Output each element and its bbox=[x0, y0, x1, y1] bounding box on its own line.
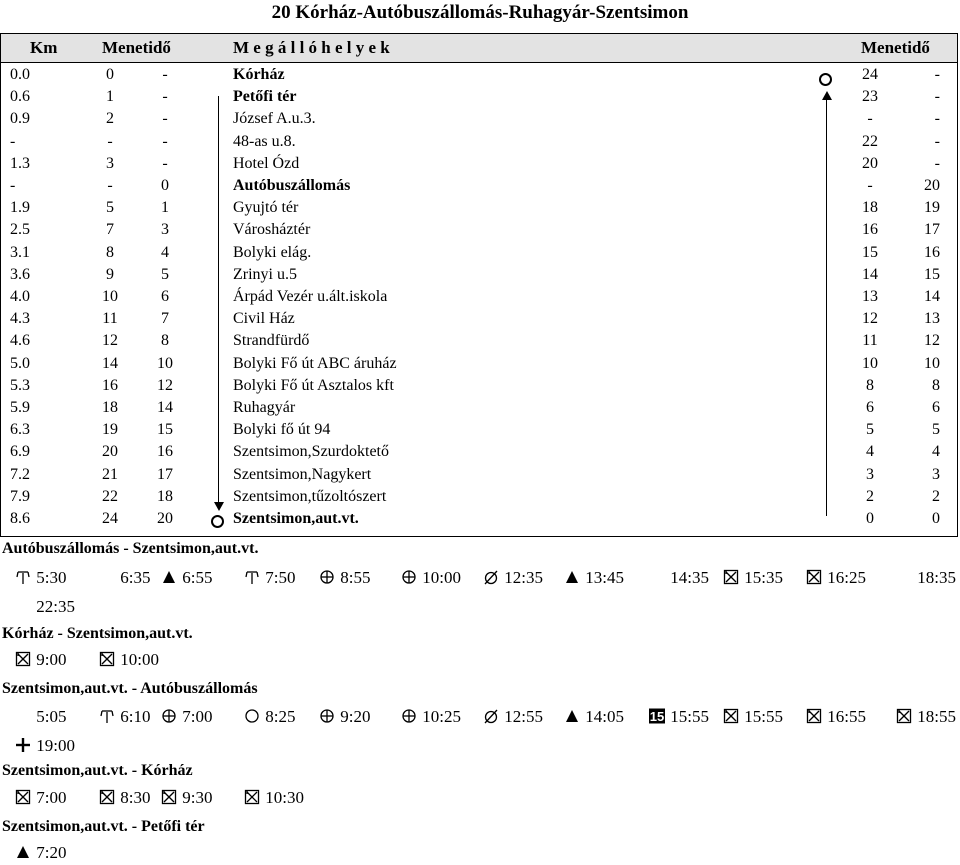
departure-time: 15:35 bbox=[740, 568, 783, 587]
cell-km: 8.6 bbox=[10, 510, 30, 527]
cell-km: 7.2 bbox=[10, 465, 30, 483]
cell-menetido-1: 24 bbox=[102, 510, 118, 527]
cell-stop-name: Ruhagyár bbox=[233, 399, 296, 416]
cell-menetido-2: 20 bbox=[157, 510, 173, 527]
cell-menetido-return-2: - bbox=[934, 154, 940, 172]
cell-km: - bbox=[10, 177, 16, 194]
departure-time: 18:35 bbox=[913, 568, 956, 587]
departure-entry bbox=[160, 788, 212, 810]
cell-menetido-2: - bbox=[162, 66, 168, 83]
departure-entry bbox=[648, 707, 709, 729]
cell-menetido-return-1: 12 bbox=[862, 310, 878, 328]
cell-menetido-return-1: - bbox=[867, 177, 873, 194]
direction-line-up bbox=[826, 94, 827, 516]
crossed-hammers-icon bbox=[98, 789, 116, 810]
cell-menetido-2: 7 bbox=[161, 310, 169, 328]
cell-stop-name: Szentsimon,Szurdoktető bbox=[233, 443, 389, 461]
cell-menetido-1: 10 bbox=[102, 288, 118, 305]
table-row bbox=[0, 332, 958, 354]
departure-entry bbox=[98, 568, 150, 588]
cell-menetido-return-1: 8 bbox=[866, 376, 874, 394]
departure-time: 7:20 bbox=[32, 843, 67, 862]
departure-entry bbox=[482, 707, 543, 729]
cell-menetido-return-2: 20 bbox=[924, 177, 940, 194]
arrow-down-icon bbox=[213, 500, 225, 512]
departure-time: 15:55 bbox=[740, 707, 783, 726]
table-row bbox=[0, 155, 958, 177]
table-border bbox=[0, 536, 958, 537]
triangle-icon bbox=[563, 569, 581, 590]
departure-entry bbox=[648, 568, 709, 588]
departure-time: 9:00 bbox=[32, 650, 67, 669]
cell-menetido-return-1: 24 bbox=[862, 66, 878, 83]
circle-icon bbox=[243, 708, 261, 729]
section-title: Szentsimon,aut.vt. - Petőfi tér bbox=[2, 818, 205, 835]
cell-menetido-return-1: 22 bbox=[862, 132, 878, 150]
cell-menetido-2: - bbox=[162, 88, 168, 106]
cell-stop-name: 48-as u.8. bbox=[233, 132, 296, 150]
cell-stop-name: Gyujtó tér bbox=[233, 199, 299, 217]
cell-menetido-1: 21 bbox=[102, 465, 118, 483]
cell-menetido-return-2: 16 bbox=[924, 243, 940, 261]
cell-menetido-return-1: 10 bbox=[862, 354, 878, 372]
cell-menetido-2: 5 bbox=[161, 265, 169, 283]
cell-menetido-return-1: 0 bbox=[866, 510, 874, 527]
departure-time: 7:00 bbox=[178, 707, 213, 726]
circle-plus-icon bbox=[400, 708, 418, 729]
cell-stop-name: Autóbuszállomás bbox=[233, 177, 351, 194]
departure-entry bbox=[805, 568, 866, 590]
departure-time: 15:55 bbox=[666, 707, 709, 726]
cell-menetido-return-2: 17 bbox=[924, 221, 940, 239]
crossed-hammers-icon bbox=[805, 569, 823, 590]
cell-menetido-return-1: 20 bbox=[862, 154, 878, 172]
cell-menetido-2: 1 bbox=[161, 199, 169, 217]
departure-entry bbox=[482, 568, 543, 590]
cell-menetido-return-2: 19 bbox=[924, 199, 940, 217]
crossed-hammers-icon bbox=[14, 789, 32, 810]
departure-time: 8:30 bbox=[116, 788, 151, 807]
cell-menetido-return-2: 13 bbox=[924, 310, 940, 328]
departure-time: 10:00 bbox=[116, 650, 159, 669]
departure-entry bbox=[14, 736, 75, 758]
departure-entry bbox=[160, 568, 212, 590]
svg-text:15: 15 bbox=[649, 709, 665, 724]
cell-menetido-1: 22 bbox=[102, 487, 118, 505]
cell-menetido-1: 0 bbox=[106, 66, 114, 83]
table-row bbox=[0, 266, 958, 288]
cell-menetido-return-2: 10 bbox=[924, 354, 940, 372]
table-row bbox=[0, 133, 958, 155]
arrow-up-icon bbox=[821, 90, 833, 102]
cell-menetido-1: 9 bbox=[106, 265, 114, 283]
cell-menetido-1: 12 bbox=[102, 332, 118, 350]
triangle-icon bbox=[160, 569, 178, 590]
cell-menetido-return-2: - bbox=[934, 132, 940, 150]
table-row bbox=[0, 110, 958, 132]
cell-menetido-2: 4 bbox=[161, 243, 169, 261]
cell-km: - bbox=[10, 132, 16, 150]
table-row bbox=[0, 221, 958, 243]
cell-menetido-return-2: 4 bbox=[932, 443, 940, 461]
cell-menetido-return-1: 6 bbox=[866, 399, 874, 416]
cell-menetido-return-2: - bbox=[934, 110, 940, 128]
cell-menetido-return-1: 2 bbox=[866, 487, 874, 505]
departure-time: 5:30 bbox=[32, 568, 67, 587]
cell-menetido-2: 17 bbox=[157, 465, 173, 483]
cell-menetido-return-2: 6 bbox=[932, 399, 940, 416]
plus-icon bbox=[14, 737, 32, 758]
departure-time: 7:00 bbox=[32, 788, 67, 807]
departure-entry bbox=[722, 568, 783, 590]
cell-km: 3.1 bbox=[10, 243, 30, 261]
table-row bbox=[0, 199, 958, 221]
cell-menetido-1: 20 bbox=[102, 443, 118, 461]
cell-stop-name: Bolyki Fő út Asztalos kft bbox=[233, 376, 394, 394]
cell-menetido-2: - bbox=[162, 132, 168, 150]
cell-menetido-1: 7 bbox=[106, 221, 114, 239]
cell-stop-name: Civil Ház bbox=[233, 310, 295, 328]
cell-menetido-1: 18 bbox=[102, 399, 118, 416]
cell-menetido-1: 11 bbox=[102, 310, 118, 328]
departure-time: 12:55 bbox=[500, 707, 543, 726]
departure-entry bbox=[400, 707, 461, 729]
cell-km: 0.9 bbox=[10, 110, 30, 128]
header-menetido-left: Menetidő bbox=[102, 38, 171, 57]
departure-time: 10:00 bbox=[418, 568, 461, 587]
terminal-marker-icon bbox=[211, 515, 224, 528]
cell-km: 4.0 bbox=[10, 288, 30, 305]
cell-stop-name: Szentsimon,Nagykert bbox=[233, 465, 372, 483]
departure-time: 16:25 bbox=[823, 568, 866, 587]
cell-menetido-2: 12 bbox=[157, 376, 173, 394]
departure-entry bbox=[563, 707, 624, 729]
header-stops: M e g á l l ó h e l y e k bbox=[233, 38, 390, 57]
cell-menetido-return-1: - bbox=[867, 110, 873, 128]
direction-line-down bbox=[218, 96, 219, 506]
departure-entry bbox=[14, 707, 66, 727]
cell-km: 0.0 bbox=[10, 66, 30, 83]
cell-km: 6.3 bbox=[10, 421, 30, 439]
header-km: Km bbox=[30, 38, 58, 57]
section-title: Szentsimon,aut.vt. - Kórház bbox=[2, 762, 193, 779]
departure-entry bbox=[318, 568, 370, 590]
departure-entry bbox=[98, 788, 150, 810]
table-row bbox=[0, 421, 958, 443]
cell-km: 7.9 bbox=[10, 487, 30, 505]
crossed-hammers-icon bbox=[722, 569, 740, 590]
departure-entry bbox=[14, 597, 75, 617]
cell-menetido-return-1: 11 bbox=[862, 332, 878, 350]
table-row bbox=[0, 377, 958, 399]
cell-menetido-return-1: 4 bbox=[866, 443, 874, 461]
cell-menetido-return-2: 15 bbox=[924, 265, 940, 283]
departure-entry bbox=[98, 650, 159, 672]
departure-entry bbox=[563, 568, 624, 590]
crossed-hammers-icon bbox=[722, 708, 740, 729]
cell-menetido-2: 10 bbox=[157, 354, 173, 372]
cell-km: 6.9 bbox=[10, 443, 30, 461]
departure-entry bbox=[14, 788, 66, 810]
cell-stop-name: József A.u.3. bbox=[233, 110, 316, 128]
crossed-hammers-icon bbox=[14, 651, 32, 672]
cell-menetido-1: 8 bbox=[106, 243, 114, 261]
cell-menetido-1: 19 bbox=[102, 421, 118, 439]
cell-km: 0.6 bbox=[10, 88, 30, 106]
box-15-icon bbox=[648, 708, 666, 729]
departure-entry bbox=[400, 568, 461, 590]
cell-menetido-1: 14 bbox=[102, 354, 118, 372]
cell-stop-name: Városháztér bbox=[233, 221, 311, 239]
circle-plus-icon bbox=[400, 569, 418, 590]
cell-km: 5.0 bbox=[10, 354, 30, 372]
hammer-icon bbox=[243, 569, 261, 590]
departure-time: 18:55 bbox=[913, 707, 956, 726]
departure-time: 6:55 bbox=[178, 568, 213, 587]
circle-plus-icon bbox=[160, 708, 178, 729]
page-title: 20 Kórház-Autóbuszállomás-Ruhagyár-Szentsimon bbox=[271, 2, 689, 23]
cell-menetido-return-2: 14 bbox=[924, 288, 940, 305]
table-row bbox=[0, 288, 958, 310]
cell-km: 4.3 bbox=[10, 310, 30, 328]
cell-stop-name: Szentsimon,aut.vt. bbox=[233, 510, 359, 527]
cell-menetido-1: - bbox=[107, 132, 113, 150]
triangle-icon bbox=[14, 844, 32, 865]
cell-menetido-1: - bbox=[107, 177, 113, 194]
table-row bbox=[0, 310, 958, 332]
departure-time: 6:10 bbox=[116, 707, 151, 726]
cell-menetido-1: 3 bbox=[106, 154, 114, 172]
cell-stop-name: Árpád Vezér u.ált.iskola bbox=[233, 288, 388, 305]
departure-time: 10:30 bbox=[261, 788, 304, 807]
cell-menetido-return-1: 13 bbox=[862, 288, 878, 305]
cell-menetido-return-1: 23 bbox=[862, 88, 878, 106]
cell-stop-name: Szentsimon,tűzoltószert bbox=[233, 487, 387, 505]
departure-time: 22:35 bbox=[32, 597, 75, 616]
table-row bbox=[0, 466, 958, 488]
table-row bbox=[0, 244, 958, 266]
triangle-icon bbox=[563, 708, 581, 729]
cell-menetido-2: 18 bbox=[157, 487, 173, 505]
table-row bbox=[0, 177, 958, 199]
cell-menetido-1: 5 bbox=[106, 199, 114, 217]
cell-menetido-return-2: 5 bbox=[932, 421, 940, 439]
departure-time: 14:05 bbox=[581, 707, 624, 726]
cell-stop-name: Zrinyi u.5 bbox=[233, 265, 297, 283]
cell-km: 2.5 bbox=[10, 221, 30, 239]
crossed-hammers-icon bbox=[805, 708, 823, 729]
cell-stop-name: Hotel Ózd bbox=[233, 154, 300, 172]
cell-km: 4.6 bbox=[10, 332, 30, 350]
departure-time: 10:25 bbox=[418, 707, 461, 726]
crossed-hammers-icon bbox=[895, 708, 913, 729]
departure-entry bbox=[98, 707, 150, 729]
departure-entry bbox=[722, 707, 783, 729]
circle-plus-icon bbox=[318, 708, 336, 729]
crossed-hammers-icon bbox=[160, 789, 178, 810]
crossed-hammers-icon bbox=[98, 651, 116, 672]
departure-entry bbox=[895, 707, 956, 729]
cell-stop-name: Bolyki Fő út ABC áruház bbox=[233, 354, 397, 372]
table-row bbox=[0, 88, 958, 110]
crossed-hammers-icon bbox=[243, 789, 261, 810]
hammer-icon bbox=[98, 708, 116, 729]
terminal-marker-icon bbox=[819, 73, 832, 86]
table-row bbox=[0, 488, 958, 510]
departure-time: 14:35 bbox=[666, 568, 709, 587]
section-title: Autóbuszállomás - Szentsimon,aut.vt. bbox=[2, 540, 259, 557]
cell-km: 5.3 bbox=[10, 376, 30, 394]
departure-entry bbox=[895, 568, 956, 588]
cell-menetido-2: 0 bbox=[161, 177, 169, 194]
departure-time: 5:05 bbox=[32, 707, 67, 726]
departure-time: 8:55 bbox=[336, 568, 371, 587]
cell-menetido-return-2: - bbox=[934, 88, 940, 106]
departure-entry bbox=[318, 707, 370, 729]
cell-menetido-return-1: 5 bbox=[866, 421, 874, 439]
departure-entry bbox=[805, 707, 866, 729]
slashed-circle-icon bbox=[482, 708, 500, 729]
departure-time: 13:45 bbox=[581, 568, 624, 587]
cell-menetido-2: 14 bbox=[157, 399, 173, 416]
departure-entry bbox=[243, 707, 295, 729]
table-row bbox=[0, 510, 958, 532]
cell-menetido-2: - bbox=[162, 110, 168, 128]
cell-km: 1.9 bbox=[10, 199, 30, 217]
cell-km: 1.3 bbox=[10, 154, 30, 172]
cell-menetido-return-1: 14 bbox=[862, 265, 878, 283]
cell-menetido-return-2: 0 bbox=[932, 510, 940, 527]
slashed-circle-icon bbox=[482, 569, 500, 590]
cell-menetido-1: 1 bbox=[106, 88, 114, 106]
cell-menetido-return-2: 8 bbox=[932, 376, 940, 394]
cell-menetido-2: - bbox=[162, 154, 168, 172]
table-row bbox=[0, 66, 958, 88]
cell-menetido-return-1: 3 bbox=[866, 465, 874, 483]
departure-entry bbox=[14, 568, 66, 590]
departure-entry bbox=[160, 707, 212, 729]
departure-time: 7:50 bbox=[261, 568, 296, 587]
cell-stop-name: Strandfürdő bbox=[233, 332, 310, 350]
cell-stop-name: Bolyki fő út 94 bbox=[233, 421, 331, 439]
departure-entry bbox=[14, 650, 66, 672]
header-menetido-right: Menetidő bbox=[861, 38, 930, 57]
cell-menetido-return-2: 12 bbox=[924, 332, 940, 350]
departure-time: 9:30 bbox=[178, 788, 213, 807]
departure-time: 16:55 bbox=[823, 707, 866, 726]
departure-entry bbox=[14, 843, 66, 865]
cell-stop-name: Petőfi tér bbox=[233, 88, 297, 106]
cell-menetido-return-2: - bbox=[934, 66, 940, 83]
circle-plus-icon bbox=[318, 569, 336, 590]
cell-menetido-2: 16 bbox=[157, 443, 173, 461]
departure-time: 6:35 bbox=[116, 568, 151, 587]
cell-menetido-2: 6 bbox=[161, 288, 169, 305]
section-title: Szentsimon,aut.vt. - Autóbuszállomás bbox=[2, 680, 258, 697]
table-row bbox=[0, 399, 958, 421]
cell-menetido-2: 3 bbox=[161, 221, 169, 239]
cell-menetido-return-2: 2 bbox=[932, 487, 940, 505]
cell-menetido-1: 2 bbox=[106, 110, 114, 128]
departure-time: 19:00 bbox=[32, 736, 75, 755]
cell-menetido-2: 15 bbox=[157, 421, 173, 439]
departure-time: 9:20 bbox=[336, 707, 371, 726]
departure-entry bbox=[243, 788, 304, 810]
cell-menetido-return-2: 3 bbox=[932, 465, 940, 483]
departure-time: 8:25 bbox=[261, 707, 296, 726]
section-title: Kórház - Szentsimon,aut.vt. bbox=[2, 625, 193, 642]
departure-entry bbox=[243, 568, 295, 590]
cell-stop-name: Bolyki elág. bbox=[233, 243, 312, 261]
cell-menetido-1: 16 bbox=[102, 376, 118, 394]
hammer-icon bbox=[14, 569, 32, 590]
cell-stop-name: Kórház bbox=[233, 66, 285, 83]
cell-km: 3.6 bbox=[10, 265, 30, 283]
cell-menetido-return-1: 16 bbox=[862, 221, 878, 239]
table-row bbox=[0, 355, 958, 377]
departure-time: 12:35 bbox=[500, 568, 543, 587]
table-row bbox=[0, 443, 958, 465]
cell-km: 5.9 bbox=[10, 399, 30, 416]
cell-menetido-return-1: 18 bbox=[862, 199, 878, 217]
cell-menetido-2: 8 bbox=[161, 332, 169, 350]
cell-menetido-return-1: 15 bbox=[862, 243, 878, 261]
